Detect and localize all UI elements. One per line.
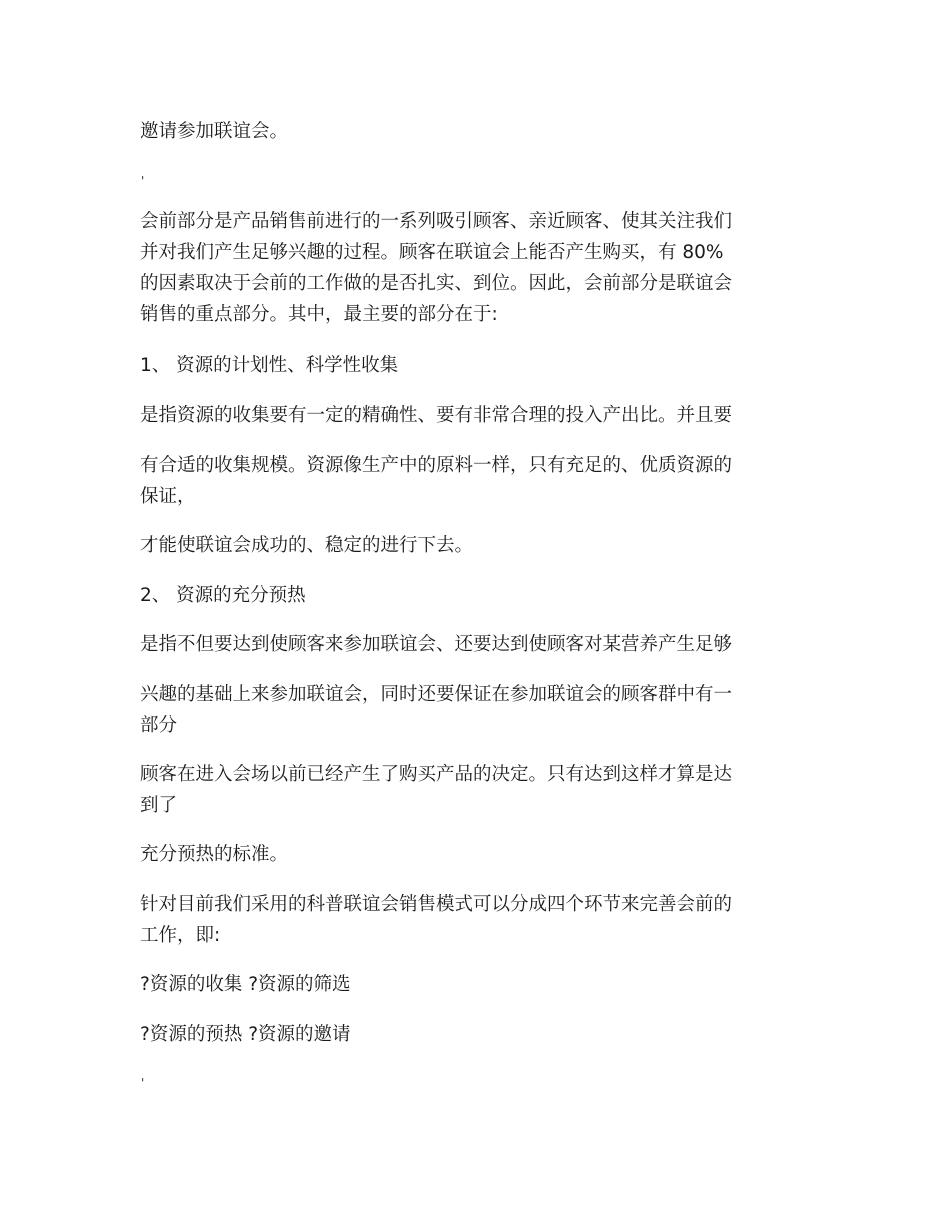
list-steps-row-1: ?资源的收集 ?资源的筛选 [140,974,351,995]
paragraph-preheat-b [140,679,820,741]
collection-line: 保证， [140,486,196,507]
paragraph-collection-a: 是指资源的收集要有一定的精确性、要有非常合理的投入产出比。并且要 [140,405,733,426]
paragraph-invite: 邀请参加联谊会。 [140,121,289,142]
preheat-line: 部分 [140,715,178,736]
intro-line: 的因素取决于会前的工作做的是否扎实、到位。因此，会前部分是联谊会 [140,273,733,294]
preheat-line: 兴趣的基础上来参加联谊会，同时还要保证在参加联谊会的顾客群中有一 [140,684,733,705]
paragraph-collection-b [140,450,820,512]
heading-resource-preheat: 2、 资源的充分预热 [140,585,306,606]
heading-resource-collection: 1、 资源的计划性、科学性收集 [140,355,399,376]
paragraph-preheat-d: 充分预热的标准。 [140,844,289,865]
list-steps-row-2: ?资源的预热 ?资源的邀请 [140,1024,351,1045]
stray-mark: ' [141,174,145,188]
preheat-line: 到了 [140,795,178,816]
preheat-line: 顾客在进入会场以前已经产生了购买产品的决定。只有达到这样才算是达 [140,764,733,785]
intro-line: 并对我们产生足够兴趣的过程。顾客在联谊会上能否产生购买，有 80% [140,242,724,263]
paragraph-preheat-c [140,759,820,821]
collection-line: 有合适的收集规模。资源像生产中的原料一样，只有充足的、优质资源的 [140,455,733,476]
paragraph-intro [140,206,820,330]
intro-line: 会前部分是产品销售前进行的一系列吸引顾客、亲近顾客、使其关注我们 [140,211,733,232]
mode-line: 针对目前我们采用的科普联谊会销售模式可以分成四个环节来完善会前的 [140,894,733,915]
intro-line: 销售的重点部分。其中，最主要的部分在于: [140,304,498,325]
stray-mark: ' [141,1076,145,1090]
paragraph-sales-mode [140,889,820,951]
mode-line: 工作，即: [140,925,221,946]
paragraph-preheat-a: 是指不但要达到使顾客来参加联谊会、还要达到使顾客对某营养产生足够 [140,634,733,655]
paragraph-collection-c: 才能使联谊会成功的、稳定的进行下去。 [140,535,474,556]
